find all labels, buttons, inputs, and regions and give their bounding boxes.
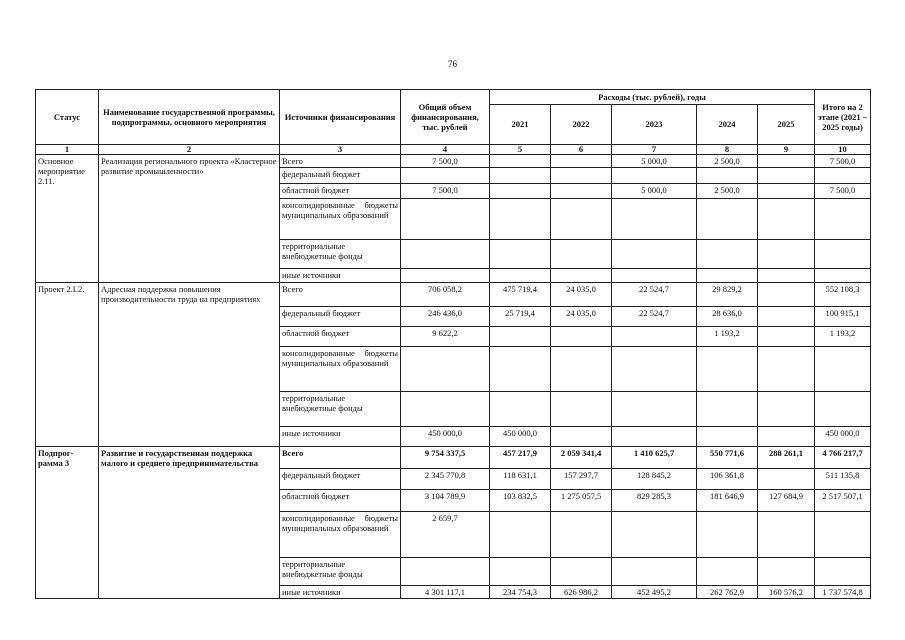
source-cell: Всего [280, 447, 401, 469]
column-number: 9 [758, 145, 815, 155]
total-cell: 9 754 337,5 [401, 447, 490, 469]
year-2025-cell [758, 469, 815, 490]
year-2024-cell [697, 199, 758, 240]
year-2022-cell: 1 275 057,5 [551, 490, 612, 512]
year-2024-cell [697, 392, 758, 427]
year-2021-cell [490, 184, 551, 199]
year-2023-cell [612, 327, 697, 347]
year-2023-cell [612, 558, 697, 586]
total-cell: 9 622,2 [401, 327, 490, 347]
year-2022-cell [551, 427, 612, 447]
year-2023-cell [612, 240, 697, 269]
year-2023-cell [612, 512, 697, 558]
year-2024-cell: 2 500,0 [697, 155, 758, 168]
year-2021-cell [490, 240, 551, 269]
table-row [36, 283, 871, 307]
column-number: 10 [815, 145, 871, 155]
year-2021-cell: 25 719,4 [490, 307, 551, 327]
sum-cell: 552 108,3 [815, 283, 871, 307]
year-2024-cell [697, 512, 758, 558]
total-cell: 246 436,0 [401, 307, 490, 327]
header-expenses: Расходы (тыс. рублей), годы [490, 90, 815, 105]
total-cell: 7 500,0 [401, 184, 490, 199]
year-2022-cell [551, 240, 612, 269]
total-cell [401, 347, 490, 392]
year-2022-cell [551, 199, 612, 240]
column-number: 1 [36, 145, 99, 155]
source-cell: иные источники [280, 586, 401, 599]
header-year-2023: 2023 [612, 105, 697, 145]
column-number: 4 [401, 145, 490, 155]
year-2025-cell [758, 307, 815, 327]
year-2021-cell: 457 217,9 [490, 447, 551, 469]
year-2025-cell [758, 168, 815, 184]
year-2024-cell: 262 762,9 [697, 586, 758, 599]
year-2022-cell: 2 059 341,4 [551, 447, 612, 469]
sum-cell: 450 000,0 [815, 427, 871, 447]
sum-cell: 7 500,0 [815, 184, 871, 199]
year-2023-cell: 5 000,0 [612, 155, 697, 168]
budget-table [35, 89, 871, 599]
year-2021-cell [490, 199, 551, 240]
year-2025-cell [758, 240, 815, 269]
column-number: 6 [551, 145, 612, 155]
table-row [36, 155, 871, 168]
year-2021-cell [490, 392, 551, 427]
source-cell: областной бюджет [280, 327, 401, 347]
source-cell: иные источники [280, 427, 401, 447]
table-row [36, 447, 871, 469]
year-2023-cell: 829 285,3 [612, 490, 697, 512]
header-name: Наименование государственной программы, подпрограммы, основного мероприятия [99, 90, 280, 145]
sum-cell: 1 737 574,8 [815, 586, 871, 599]
year-2025-cell [758, 327, 815, 347]
total-cell [401, 558, 490, 586]
source-cell: федеральный бюджет [280, 168, 401, 184]
column-number: 5 [490, 145, 551, 155]
year-2021-cell [490, 155, 551, 168]
year-2023-cell [612, 199, 697, 240]
year-2025-cell [758, 199, 815, 240]
source-cell: консолидированные бюджеты муниципальных образований [280, 347, 401, 392]
header-final: Итого на 2 этапе (2021 – 2025 годы) [815, 90, 871, 145]
header-year-2021: 2021 [490, 105, 551, 145]
year-2024-cell [697, 269, 758, 283]
sum-cell: 511 135,8 [815, 469, 871, 490]
total-cell [401, 392, 490, 427]
column-number: 3 [280, 145, 401, 155]
year-2022-cell [551, 155, 612, 168]
column-number: 2 [99, 145, 280, 155]
year-2023-cell [612, 269, 697, 283]
sum-cell [815, 347, 871, 392]
year-2024-cell [697, 168, 758, 184]
year-2023-cell: 22 524,7 [612, 283, 697, 307]
column-number: 8 [697, 145, 758, 155]
sum-cell [815, 168, 871, 184]
row-name: Реализация регионального проекта «Кластерное развитие промышленности» [99, 155, 280, 283]
year-2021-cell [490, 168, 551, 184]
year-2022-cell [551, 392, 612, 427]
total-cell [401, 168, 490, 184]
sum-cell [815, 269, 871, 283]
row-name: Развитие и государственная поддержка малого и среднего предпринимательства [99, 447, 280, 599]
year-2023-cell: 128 845,2 [612, 469, 697, 490]
source-cell: территориальные внебюджетные фонды [280, 558, 401, 586]
year-2023-cell [612, 347, 697, 392]
year-2024-cell [697, 427, 758, 447]
year-2025-cell: 160 576,2 [758, 586, 815, 599]
year-2025-cell [758, 269, 815, 283]
year-2022-cell [551, 327, 612, 347]
column-number: 7 [612, 145, 697, 155]
sum-cell: 2 517 507,1 [815, 490, 871, 512]
year-2022-cell [551, 347, 612, 392]
year-2022-cell [551, 184, 612, 199]
header-year-2025: 2025 [758, 105, 815, 145]
total-cell: 4 301 117,1 [401, 586, 490, 599]
year-2022-cell [551, 168, 612, 184]
source-cell: Всего [280, 155, 401, 168]
sum-cell [815, 199, 871, 240]
year-2022-cell: 157 297,7 [551, 469, 612, 490]
total-cell: 2 345 770,8 [401, 469, 490, 490]
year-2024-cell: 2 500,0 [697, 184, 758, 199]
year-2024-cell: 550 771,6 [697, 447, 758, 469]
year-2023-cell [612, 427, 697, 447]
year-2023-cell [612, 392, 697, 427]
year-2022-cell: 24 035,0 [551, 283, 612, 307]
year-2024-cell: 106 361,8 [697, 469, 758, 490]
year-2024-cell [697, 240, 758, 269]
sum-cell: 100 915,1 [815, 307, 871, 327]
sum-cell [815, 240, 871, 269]
year-2023-cell: 1 410 625,7 [612, 447, 697, 469]
source-cell: консолидированные бюджеты муниципальных образований [280, 199, 401, 240]
total-cell: 7 500,0 [401, 155, 490, 168]
row-name: Адресная поддержка повышения производительности труда на предприятиях [99, 283, 280, 447]
year-2024-cell: 181 646,9 [697, 490, 758, 512]
header-year-2022: 2022 [551, 105, 612, 145]
year-2022-cell [551, 558, 612, 586]
source-cell: областной бюджет [280, 490, 401, 512]
source-cell: иные источники [280, 269, 401, 283]
header-year-2024: 2024 [697, 105, 758, 145]
year-2022-cell: 626 986,2 [551, 586, 612, 599]
year-2021-cell: 450 000,0 [490, 427, 551, 447]
year-2021-cell: 103 832,5 [490, 490, 551, 512]
year-2025-cell [758, 283, 815, 307]
year-2021-cell [490, 347, 551, 392]
year-2025-cell [758, 558, 815, 586]
year-2024-cell: 29 829,2 [697, 283, 758, 307]
year-2022-cell [551, 512, 612, 558]
year-2024-cell: 1 193,2 [697, 327, 758, 347]
year-2025-cell [758, 427, 815, 447]
year-2025-cell [758, 512, 815, 558]
year-2022-cell: 24 035,0 [551, 307, 612, 327]
year-2025-cell [758, 184, 815, 199]
total-cell [401, 269, 490, 283]
source-cell: Всего [280, 283, 401, 307]
year-2025-cell [758, 347, 815, 392]
source-cell: областной бюджет [280, 184, 401, 199]
year-2024-cell [697, 558, 758, 586]
row-status: Основное мероприятие 2.11. [36, 155, 99, 283]
total-cell: 3 104 789,9 [401, 490, 490, 512]
year-2021-cell: 234 754,3 [490, 586, 551, 599]
total-cell: 706 058,2 [401, 283, 490, 307]
year-2023-cell: 5 000,0 [612, 184, 697, 199]
year-2023-cell: 22 524,7 [612, 307, 697, 327]
year-2023-cell [612, 168, 697, 184]
sum-cell: 1 193,2 [815, 327, 871, 347]
header-total-volume: Общий объем финансирования, тыс. рублей [401, 90, 490, 145]
total-cell: 2 659,7 [401, 512, 490, 558]
sum-cell: 4 766 217,7 [815, 447, 871, 469]
sum-cell [815, 558, 871, 586]
year-2021-cell [490, 327, 551, 347]
year-2025-cell: 288 261,1 [758, 447, 815, 469]
total-cell [401, 240, 490, 269]
total-cell: 450 000,0 [401, 427, 490, 447]
row-status: Подпрог-рамма 3 [36, 447, 99, 599]
source-cell: федеральный бюджет [280, 469, 401, 490]
year-2024-cell [697, 347, 758, 392]
year-2021-cell: 118 631,1 [490, 469, 551, 490]
source-cell: территориальные внебюджетные фонды [280, 240, 401, 269]
year-2024-cell: 28 636,0 [697, 307, 758, 327]
page-number: 76 [448, 59, 457, 69]
year-2021-cell: 475 719,4 [490, 283, 551, 307]
year-2025-cell [758, 155, 815, 168]
total-cell [401, 199, 490, 240]
year-2021-cell [490, 512, 551, 558]
sum-cell: 7 500,0 [815, 155, 871, 168]
sum-cell [815, 392, 871, 427]
year-2023-cell: 452 495,2 [612, 586, 697, 599]
year-2022-cell [551, 269, 612, 283]
year-2021-cell [490, 558, 551, 586]
source-cell: консолидированные бюджеты муниципальных образований [280, 512, 401, 558]
row-status: Проект 2.L2. [36, 283, 99, 447]
year-2021-cell [490, 269, 551, 283]
year-2025-cell: 127 684,9 [758, 490, 815, 512]
source-cell: территориальные внебюджетные фонды [280, 392, 401, 427]
year-2025-cell [758, 392, 815, 427]
header-status: Статус [36, 90, 99, 145]
sum-cell [815, 512, 871, 558]
source-cell: федеральный бюджет [280, 307, 401, 327]
header-sources: Источники финансирования [280, 90, 401, 145]
